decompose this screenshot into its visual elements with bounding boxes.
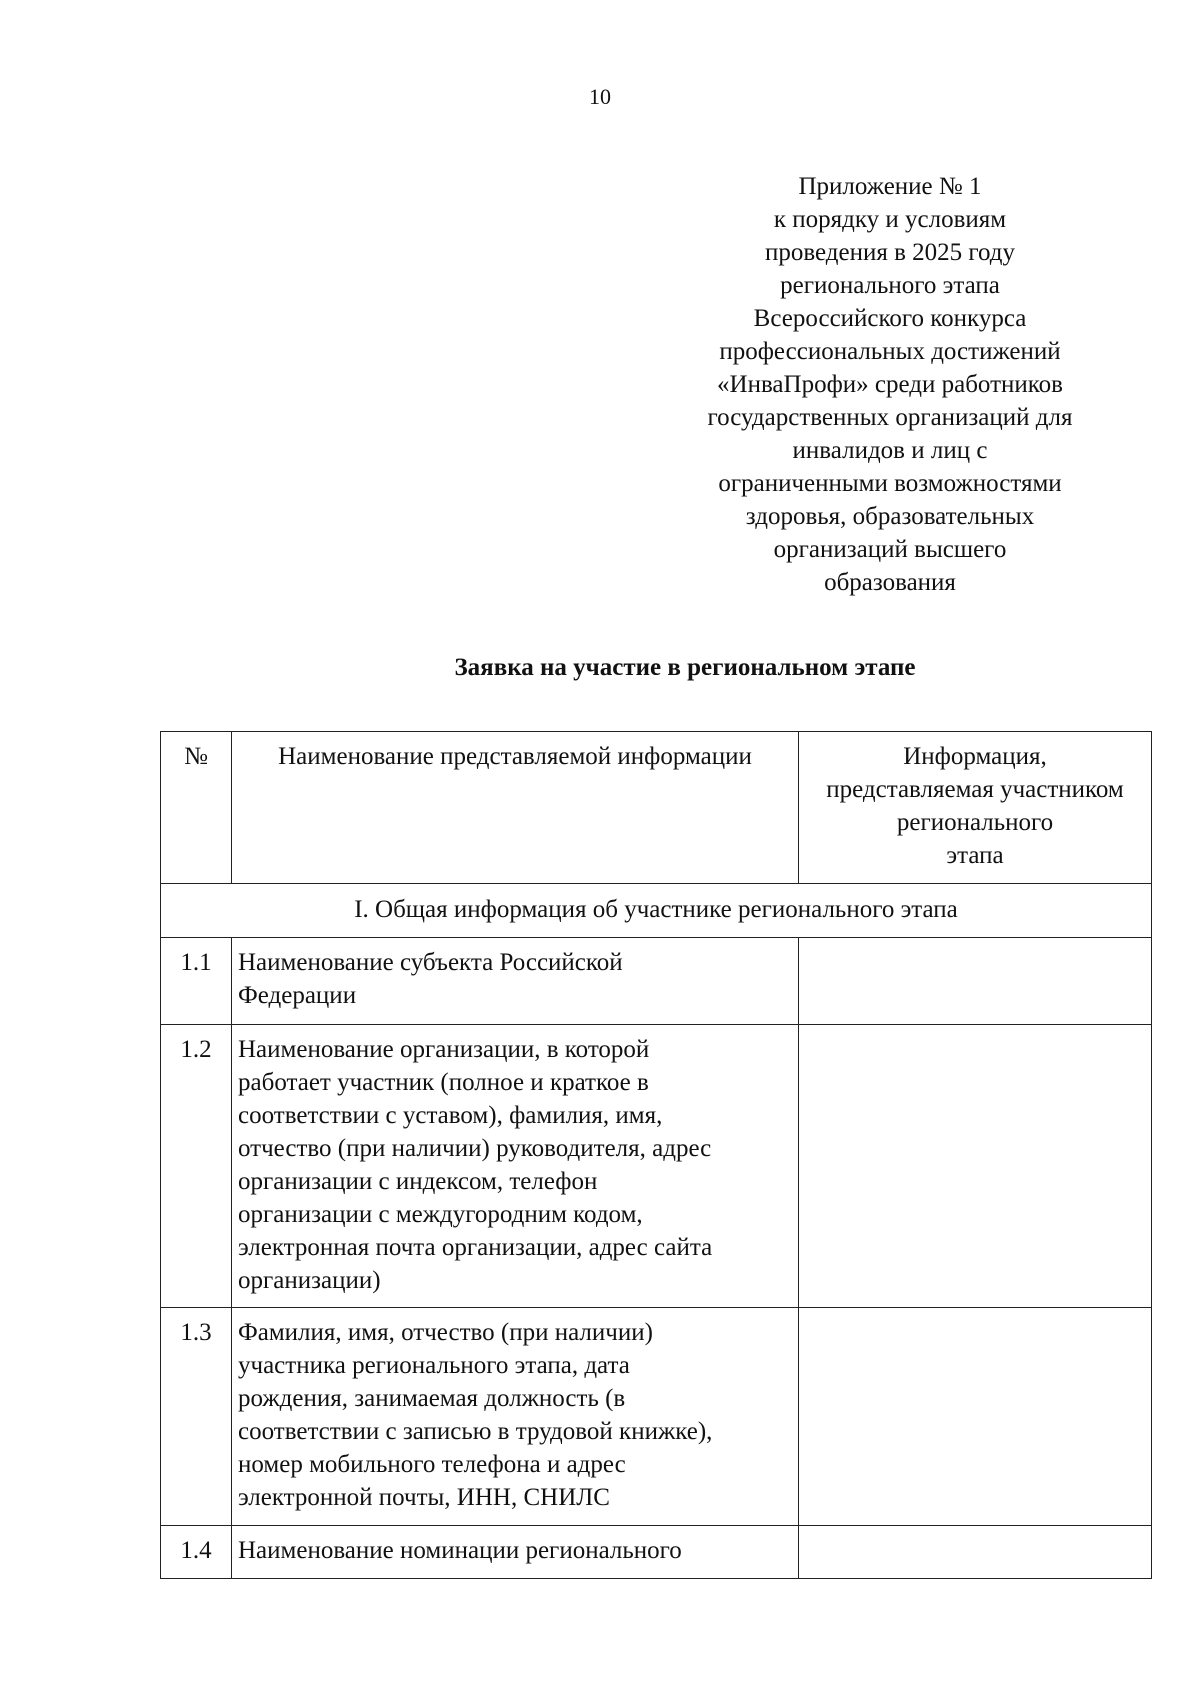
- appendix-line: профессиональных достижений: [719, 338, 1061, 365]
- row-description-line: отчество (при наличии) руководителя, адрес: [238, 1135, 712, 1162]
- header-info-line: Информация,: [903, 743, 1047, 770]
- row-number: 1.3: [161, 1308, 232, 1526]
- appendix-line: проведения в 2025 году: [764, 239, 1016, 266]
- row-value-field[interactable]: [799, 1308, 1152, 1526]
- row-description-line: рождения, занимаемая должность (в: [238, 1385, 626, 1412]
- row-description-line: Наименование организации, в которой: [238, 1036, 650, 1063]
- row-description: [232, 1308, 799, 1526]
- header-info-line: представляемая участником: [826, 776, 1124, 803]
- application-table: [160, 731, 1152, 1579]
- appendix-line: образования: [824, 569, 956, 596]
- row-description-line: соответствии с уставом), фамилия, имя,: [238, 1102, 663, 1129]
- row-number: 1.2: [161, 1025, 232, 1308]
- header-info-line: регионального: [896, 809, 1054, 836]
- appendix-heading: [660, 170, 1120, 599]
- row-description-line: Наименование субъекта Российской: [238, 949, 623, 976]
- row-description-line: участника регионального этапа, дата: [238, 1352, 630, 1379]
- table-header-row: [161, 732, 1152, 884]
- row-description-line: организации с индексом, телефон: [238, 1168, 598, 1195]
- header-number: №: [161, 732, 232, 884]
- appendix-line: регионального этапа: [780, 272, 1000, 299]
- row-description-line: электронная почта организации, адрес сайта: [238, 1234, 713, 1261]
- row-description-line: Федерации: [238, 982, 357, 1009]
- appendix-line: «ИнваПрофи» среди работников: [717, 371, 1063, 398]
- row-value-field[interactable]: [799, 1025, 1152, 1308]
- header-participant-info: [799, 732, 1152, 884]
- row-value-field[interactable]: [799, 1526, 1152, 1579]
- row-description-line: Наименование номинации регионального: [238, 1537, 682, 1564]
- row-description-line: Фамилия, имя, отчество (при наличии): [238, 1319, 653, 1346]
- section-title: I. Общая информация об участнике регионального этапа: [161, 884, 1152, 938]
- appendix-line: организаций высшего: [773, 536, 1007, 563]
- row-value-field[interactable]: [799, 938, 1152, 1025]
- row-description-line: организации): [238, 1267, 381, 1294]
- row-description-line: электронной почты, ИНН, СНИЛС: [238, 1484, 610, 1511]
- row-description: [232, 1526, 799, 1579]
- appendix-line: Всероссийского конкурса: [753, 305, 1027, 332]
- table-row: [161, 1526, 1152, 1579]
- appendix-line: инвалидов и лиц с: [792, 437, 988, 464]
- row-description: [232, 938, 799, 1025]
- form-title: Заявка на участие в региональном этапе: [454, 654, 916, 681]
- appendix-line: государственных организаций для: [707, 404, 1073, 431]
- header-info-line: этапа: [946, 842, 1004, 869]
- row-description: [232, 1025, 799, 1308]
- appendix-line: к порядку и условиям: [773, 206, 1007, 233]
- appendix-line: здоровья, образовательных: [745, 503, 1035, 530]
- table-row: [161, 1025, 1152, 1308]
- table-row: [161, 938, 1152, 1025]
- row-number: 1.1: [161, 938, 232, 1025]
- section-row: [161, 884, 1152, 938]
- row-description-line: соответствии с записью в трудовой книжке),: [238, 1418, 713, 1445]
- appendix-line: Приложение № 1: [798, 173, 982, 200]
- appendix-line: ограниченными возможностями: [718, 470, 1062, 497]
- header-info-name: Наименование представляемой информации: [232, 732, 799, 884]
- row-description-line: номер мобильного телефона и адрес: [238, 1451, 626, 1478]
- page-number: 10: [589, 84, 611, 109]
- table-row: [161, 1308, 1152, 1526]
- row-description-line: работает участник (полное и краткое в: [238, 1069, 649, 1096]
- row-description-line: организации с междугородним кодом,: [238, 1201, 643, 1228]
- row-number: 1.4: [161, 1526, 232, 1579]
